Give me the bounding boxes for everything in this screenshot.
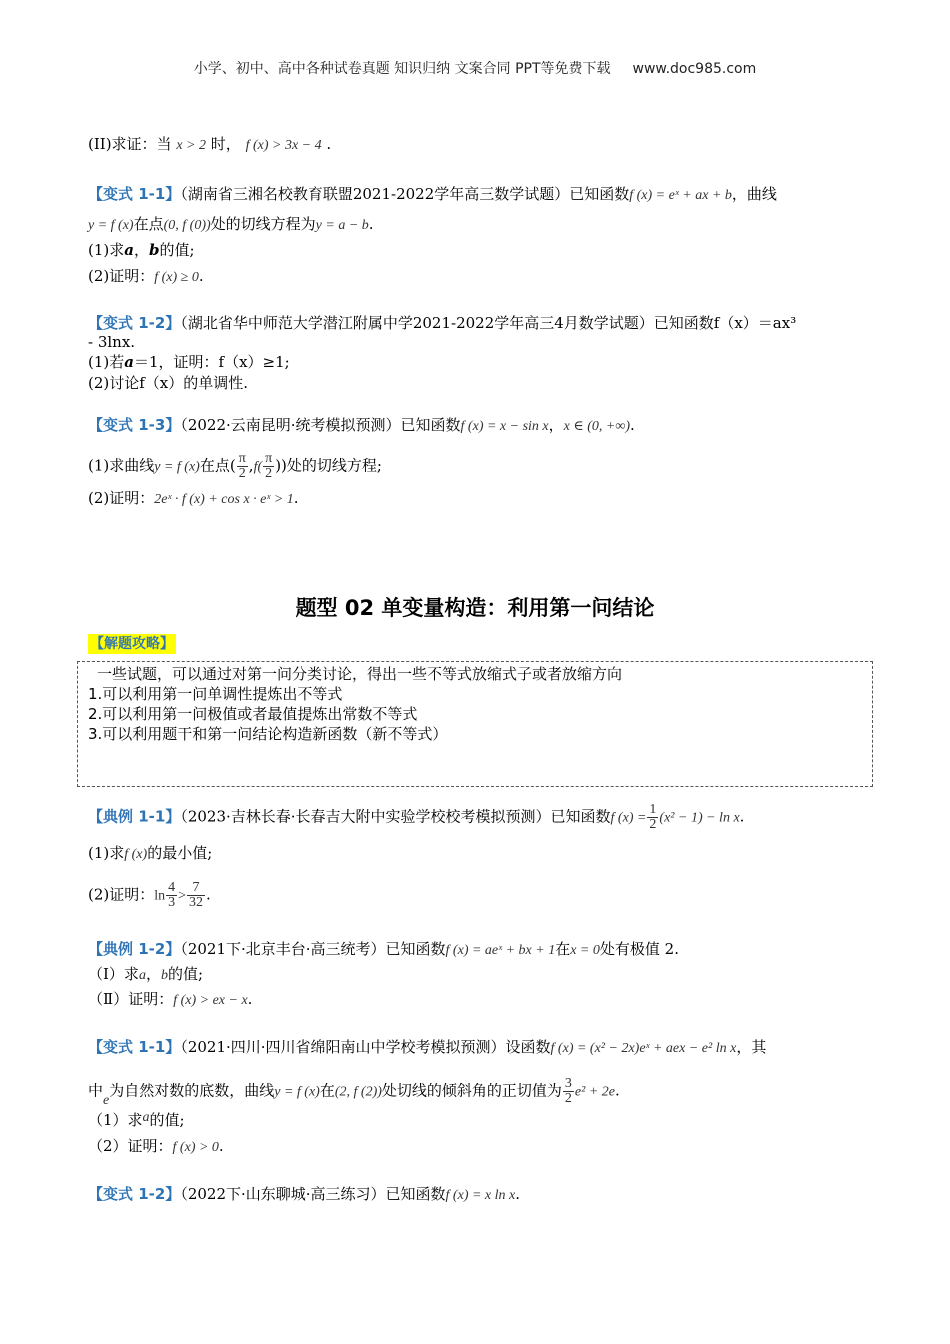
variant-1-1-q2: (2)证明：f (x) ≥ 0. xyxy=(88,267,204,285)
variant-1-2-q1: (1)若a＝1，证明：f（x）≥1; xyxy=(88,353,290,371)
example-1-1-q2: (2)证明：ln $\frac{4}{3}$ > $\frac{7}{32}$ . xyxy=(88,880,211,910)
strategy-line-1: 1.可以利用第一问单调性提炼出不等式 xyxy=(88,685,343,703)
example-1-2-q2: （Ⅱ）证明：f (x) > ex − x. xyxy=(88,990,253,1008)
variant-1-1-q1: (1)求a，b的值; xyxy=(88,241,195,259)
example-1-1-title: 【典例 1-1】（2023·吉林长春·长春吉大附中实验学校校考模拟预测）已知函数f (x) = $\frac{1}{2}$ (x² − 1) − ln x. xyxy=(88,802,745,832)
variant-1-1b-title: 【变式 1-1】（2021·四川·四川省绵阳南山中学校考模拟预测）设函数f (x) = (x² − 2x)eˣ + aex − e² ln x，其 xyxy=(88,1038,767,1056)
variant-1-3-q2: (2)证明：2eˣ · f (x) + cos x · eˣ > 1. xyxy=(88,489,299,507)
variant-1-1b-q2: （2）证明：f (x) > 0. xyxy=(88,1137,224,1155)
section-heading: 题型 02 单变量构造：利用第一问结论 xyxy=(295,596,655,620)
variant-1-2-line2: - 3lnx. xyxy=(88,333,136,351)
variant-1-2b-title: 【变式 1-2】（2022下·山东聊城·高三练习）已知函数f (x) = x ln x. xyxy=(88,1185,521,1203)
header-text: 小学、初中、高中各种试卷真题 知识归纳 文案合同 PPT等免费下载 xyxy=(193,61,611,77)
variant-1-1-title: 【变式 1-1】（湖南省三湘名校教育联盟2021-2022学年高三数学试题）已知函数f (x) = eˣ + ax + b，曲线 xyxy=(88,185,777,203)
header-site-link[interactable]: www.doc985.com xyxy=(632,61,757,77)
strategy-line-0: 一些试题，可以通过对第一问分类讨论，得出一些不等式放缩式子或者放缩方向 xyxy=(97,665,623,683)
variant-1-3-title: 【变式 1-3】（2022·云南昆明·统考模拟预测）已知函数f (x) = x − sin x，x ∈ (0, +∞). xyxy=(88,416,635,434)
strategy-label: 【解题攻略】 xyxy=(90,636,174,652)
variant-1-2-q2: (2)讨论f（x）的单调性. xyxy=(88,374,249,392)
seven-32nds-fraction: $\frac{7}{32}$ xyxy=(189,880,204,910)
strategy-line-2: 2.可以利用第一问极值或者最值提炼出常数不等式 xyxy=(88,705,418,723)
half-fraction: $\frac{1}{2}$ xyxy=(649,802,657,832)
problem-ii-line: (II)求证：当 x > 2 时， f (x) > 3x − 4 . xyxy=(88,135,332,153)
variant-tag: 【变式 1-1】 xyxy=(88,185,181,203)
pi-over-2-fraction: $\frac{\pi}{2}$ xyxy=(265,451,273,481)
variant-1-1-line2: y = f (x)在点(0, f (0))处的切线方程为y = a − b. xyxy=(88,215,374,233)
pi-over-2-fraction: $\frac{\pi}{2}$ xyxy=(238,451,246,481)
variant-1-2-title: 【变式 1-2】（湖北省华中师范大学潜江附属中学2021-2022学年高三4月数学试题）已知函数f（x）＝ax³ xyxy=(88,314,797,332)
three-halves-fraction: $\frac{3}{2}$ xyxy=(564,1076,572,1106)
four-thirds-fraction: $\frac{4}{3}$ xyxy=(168,880,176,910)
example-1-1-q1: (1)求f (x)的最小值; xyxy=(88,844,213,862)
variant-1-3-q1: (1)求曲线y = f (x)在点( $\frac{\pi}{2}$ ,f( $\frac{\pi}{2}$ ))处的切线方程; xyxy=(88,451,382,481)
strategy-line-3: 3.可以利用题干和第一问结论构造新函数（新不等式） xyxy=(88,725,448,743)
variant-1-1b-q1: （1）求a的值; xyxy=(88,1110,185,1129)
page-header xyxy=(0,58,950,78)
variant-1-1b-line2: 中e为自然对数的底数，曲线y = f (x)在(2, f (2))处切线的倾斜角的正切值为 $\frac{3}{2}$ e² + 2e. xyxy=(88,1076,620,1108)
example-1-2-title: 【典例 1-2】（2021下·北京丰台·高三统考）已知函数f (x) = aeˣ + bx + 1在x = 0处有极值 2. xyxy=(88,940,679,958)
example-1-2-q1: （Ⅰ）求a，b的值; xyxy=(88,965,204,983)
